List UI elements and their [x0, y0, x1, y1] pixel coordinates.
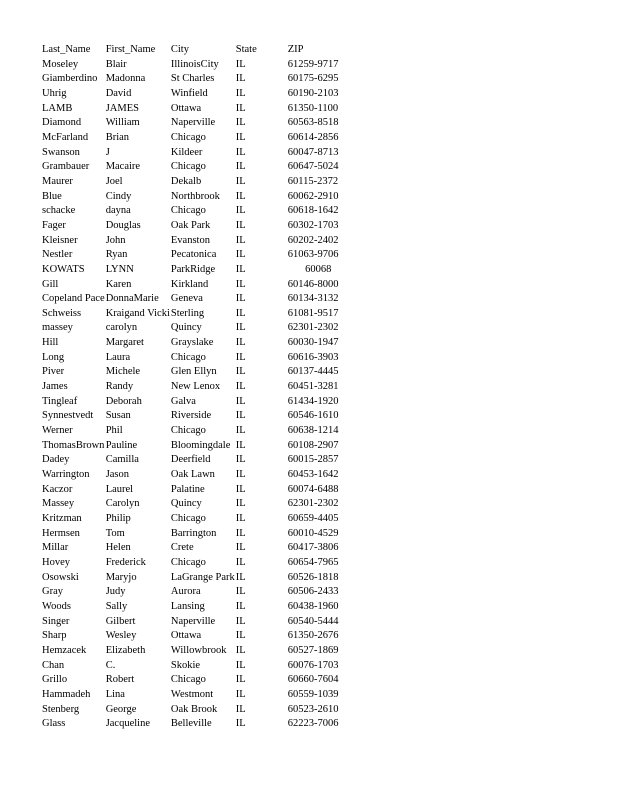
- cell-last-name: Sharp: [42, 630, 67, 642]
- cell-city: Kirkland: [170, 278, 209, 290]
- cell-city: IllinoisCity: [170, 58, 219, 70]
- cell-state: IL: [235, 161, 246, 173]
- header-city: City: [170, 44, 189, 55]
- table-body: [41, 58, 349, 732]
- cell-city: Grayslake: [170, 337, 214, 349]
- cell-last-name: Stenberg: [42, 703, 80, 715]
- cell-city: Chicago: [170, 513, 206, 524]
- cell-city: Winfield: [170, 87, 208, 99]
- cell-zip: 60108-2907: [287, 439, 339, 451]
- cell-state: IL: [235, 600, 246, 612]
- table-row: [41, 571, 349, 586]
- cell-zip: 61350-2676: [287, 630, 339, 642]
- cell-zip: 60527-1869: [287, 644, 339, 656]
- cell-first-name: Carolyn: [105, 498, 140, 510]
- cell-city: Bloomingdale: [170, 439, 231, 451]
- cell-state: IL: [235, 146, 246, 158]
- cell-last-name: Moseley: [42, 58, 79, 70]
- cell-first-name: Jacqueline: [105, 718, 150, 730]
- cell-state: IL: [235, 483, 246, 495]
- table-row: [41, 336, 349, 351]
- cell-last-name: Chan: [42, 659, 65, 671]
- cell-state: IL: [235, 556, 246, 568]
- cell-last-name: ThomasBrown: [42, 439, 105, 451]
- cell-city: Galva: [170, 395, 196, 407]
- cell-last-name: Blue: [42, 190, 62, 202]
- cell-state: IL: [235, 469, 246, 481]
- cell-city: Deerfield: [170, 454, 211, 466]
- table-row: [41, 453, 349, 468]
- cell-city: ParkRidge: [170, 263, 216, 275]
- cell-zip: 60417-3806: [287, 542, 339, 554]
- cell-city: Chicago: [170, 205, 206, 217]
- table-row: [41, 204, 349, 219]
- cell-city: Dekalb: [170, 175, 202, 187]
- cell-last-name: Swanson: [42, 146, 80, 158]
- cell-first-name: David: [105, 87, 132, 99]
- table-row: [41, 190, 349, 205]
- cell-zip: 60654-7965: [287, 556, 339, 568]
- cell-first-name: Randy: [105, 381, 134, 393]
- cell-first-name: Robert: [105, 674, 135, 686]
- address-table: [41, 43, 349, 732]
- cell-zip: 61081-9517: [287, 307, 339, 319]
- cell-zip: 62301-2302: [287, 498, 339, 510]
- cell-state: IL: [235, 703, 246, 715]
- cell-zip: 60146-8000: [287, 278, 339, 290]
- table-row: [41, 131, 349, 146]
- cell-zip: 60076-1703: [287, 659, 339, 671]
- cell-state: IL: [235, 718, 246, 730]
- cell-last-name: Massey: [42, 498, 75, 510]
- cell-first-name: Philip: [105, 513, 131, 524]
- cell-city: Kildeer: [170, 146, 203, 158]
- cell-first-name: Pauline: [105, 439, 138, 451]
- table-row: [41, 234, 349, 249]
- table-row: [41, 644, 349, 659]
- cell-city: Westmont: [170, 688, 214, 700]
- table-row: [41, 263, 349, 278]
- cell-city: Pecatonica: [170, 249, 217, 261]
- header-last-name: Last_Name: [42, 44, 91, 55]
- cell-city: Riverside: [170, 410, 212, 422]
- table-row: [41, 600, 349, 615]
- cell-zip: 60074-6488: [287, 483, 339, 495]
- cell-last-name: Grillo: [42, 674, 68, 686]
- cell-first-name: Lina: [105, 688, 125, 700]
- cell-city: Northbrook: [170, 190, 220, 202]
- cell-zip: 60659-4405: [287, 513, 339, 524]
- cell-city: Glen Ellyn: [170, 366, 217, 378]
- cell-first-name: Judy: [105, 586, 126, 598]
- cell-zip: 60616-3903: [287, 351, 339, 363]
- cell-state: IL: [235, 615, 246, 627]
- table-row: [41, 703, 349, 718]
- cell-first-name: Brian: [105, 131, 130, 143]
- cell-city: Chicago: [170, 161, 206, 173]
- table-row: [41, 615, 349, 630]
- cell-first-name: DonnaMarie: [105, 293, 159, 305]
- cell-city: Quincy: [170, 322, 202, 334]
- cell-zip: 61350-1100: [287, 102, 339, 114]
- cell-city: Aurora: [170, 586, 201, 598]
- cell-zip: 62301-2302: [287, 322, 339, 334]
- cell-zip: 61434-1920: [287, 395, 339, 407]
- table-row: [41, 87, 349, 102]
- cell-zip: 60647-5024: [287, 161, 339, 173]
- cell-state: IL: [235, 337, 246, 349]
- table-row: [41, 292, 349, 307]
- table-row: [41, 483, 349, 498]
- cell-state: IL: [235, 175, 246, 187]
- table-row: [41, 146, 349, 161]
- table-row: [41, 307, 349, 322]
- cell-first-name: Joel: [105, 175, 123, 187]
- cell-first-name: Margaret: [105, 337, 144, 349]
- table-row: [41, 380, 349, 395]
- table-row: [41, 556, 349, 571]
- cell-state: IL: [235, 644, 246, 656]
- cell-city: New Lenox: [170, 381, 221, 393]
- cell-state: IL: [235, 249, 246, 261]
- cell-zip: 60302-1703: [287, 219, 339, 231]
- header-row: [41, 43, 349, 58]
- cell-state: IL: [235, 571, 246, 583]
- cell-last-name: Kaczor: [42, 483, 73, 495]
- table-row: [41, 673, 349, 688]
- cell-zip: 60638-1214: [287, 425, 339, 437]
- cell-last-name: Singer: [42, 615, 70, 627]
- cell-last-name: Kritzman: [42, 513, 82, 524]
- cell-state: IL: [235, 674, 246, 686]
- cell-state: IL: [235, 454, 246, 466]
- cell-zip: 60526-1818: [287, 571, 339, 583]
- cell-zip: 60047-8713: [287, 146, 339, 158]
- header-first-name: First_Name: [105, 44, 156, 55]
- cell-first-name: Tom: [105, 527, 125, 539]
- cell-state: IL: [235, 293, 246, 305]
- cell-state: IL: [235, 586, 246, 598]
- cell-state: IL: [235, 102, 246, 114]
- cell-city: Chicago: [170, 131, 206, 143]
- table-row: [41, 321, 349, 336]
- cell-first-name: Maryjo: [105, 571, 137, 583]
- cell-zip: 60563-8518: [287, 117, 339, 129]
- cell-last-name: Hill: [42, 337, 59, 349]
- cell-city: Naperville: [170, 117, 216, 129]
- cell-last-name: Glass: [42, 718, 66, 730]
- cell-state: IL: [235, 234, 246, 246]
- cell-first-name: Macaire: [105, 161, 141, 173]
- cell-state: IL: [235, 410, 246, 422]
- cell-city: Barrington: [170, 527, 217, 539]
- cell-first-name: Elizabeth: [105, 644, 146, 656]
- cell-last-name: Gill: [42, 278, 59, 290]
- cell-last-name: Millar: [42, 542, 69, 554]
- table-row: [41, 102, 349, 117]
- cell-city: Belleville: [170, 718, 212, 730]
- table-row: [41, 424, 349, 439]
- cell-state: IL: [235, 498, 246, 510]
- cell-first-name: William: [105, 117, 140, 129]
- table-row: [41, 717, 349, 732]
- cell-last-name: Grambauer: [42, 161, 90, 173]
- cell-last-name: Maurer: [42, 175, 73, 187]
- cell-first-name: C.: [105, 659, 116, 671]
- cell-zip: 60438-1960: [287, 600, 339, 612]
- cell-first-name: Madonna: [105, 73, 146, 85]
- cell-city: Oak Lawn: [170, 469, 215, 481]
- cell-first-name: John: [105, 234, 126, 246]
- table-row: [41, 365, 349, 380]
- cell-state: IL: [235, 659, 246, 671]
- cell-last-name: James: [42, 381, 68, 393]
- cell-zip: 60030-1947: [287, 337, 339, 349]
- table-row: [41, 527, 349, 542]
- cell-state: IL: [235, 395, 246, 407]
- cell-zip: 60190-2103: [287, 87, 339, 99]
- table-row: [41, 160, 349, 175]
- cell-state: IL: [235, 322, 246, 334]
- cell-city: Sterling: [170, 307, 205, 319]
- cell-zip: 60115-2372: [287, 175, 339, 187]
- cell-first-name: Jason: [105, 469, 130, 481]
- table-row: [41, 409, 349, 424]
- table-row: [41, 58, 349, 73]
- cell-state: IL: [235, 366, 246, 378]
- table-row: [41, 175, 349, 190]
- cell-city: Chicago: [170, 351, 206, 363]
- table-row: [41, 497, 349, 512]
- cell-city: Ottawa: [170, 630, 202, 642]
- cell-state: IL: [235, 527, 246, 539]
- cell-first-name: Karen: [105, 278, 132, 290]
- cell-zip: 60614-2856: [287, 131, 339, 143]
- table-row: [41, 688, 349, 703]
- table-row: [41, 72, 349, 87]
- cell-first-name: J: [105, 146, 110, 158]
- cell-state: IL: [235, 131, 246, 143]
- cell-zip: 60068: [305, 263, 332, 275]
- cell-zip: 60010-4529: [287, 527, 339, 539]
- cell-zip: 60453-1642: [287, 469, 339, 481]
- cell-state: IL: [235, 351, 246, 363]
- cell-zip: 60618-1642: [287, 205, 339, 217]
- cell-state: IL: [235, 278, 246, 290]
- cell-state: IL: [235, 205, 246, 217]
- cell-state: IL: [235, 58, 246, 70]
- cell-first-name: Kraigand Vicki: [105, 307, 170, 319]
- cell-last-name: LAMB: [42, 102, 73, 114]
- cell-last-name: Gray: [42, 586, 63, 598]
- cell-last-name: schacke: [42, 205, 76, 217]
- cell-first-name: Michele: [105, 366, 141, 378]
- cell-first-name: Camilla: [105, 454, 139, 466]
- cell-zip: 60134-3132: [287, 293, 339, 305]
- cell-first-name: Blair: [105, 58, 127, 70]
- table-row: [41, 541, 349, 556]
- cell-zip: 61063-9706: [287, 249, 339, 261]
- cell-last-name: Werner: [42, 425, 73, 437]
- cell-city: Oak Brook: [170, 703, 218, 715]
- cell-first-name: dayna: [105, 205, 131, 217]
- cell-zip: 60660-7604: [287, 674, 339, 686]
- cell-last-name: Dadey: [42, 454, 70, 466]
- table-row: [41, 585, 349, 600]
- table-row: [41, 468, 349, 483]
- cell-last-name: Warrington: [42, 469, 90, 481]
- cell-city: Chicago: [170, 674, 206, 686]
- cell-first-name: Sally: [105, 600, 128, 612]
- cell-zip: 60546-1610: [287, 410, 339, 422]
- cell-state: IL: [235, 542, 246, 554]
- cell-zip: 60175-6295: [287, 73, 339, 85]
- cell-zip: 60202-2402: [287, 234, 339, 246]
- cell-zip: 60506-2433: [287, 586, 339, 598]
- cell-city: Quincy: [170, 498, 202, 510]
- cell-zip: 60137-4445: [287, 366, 339, 378]
- cell-last-name: Synnestvedt: [42, 410, 94, 422]
- cell-city: LaGrange Park: [170, 571, 235, 583]
- cell-first-name: JAMES: [105, 102, 139, 114]
- cell-last-name: massey: [42, 322, 73, 334]
- cell-first-name: Deborah: [105, 395, 142, 407]
- cell-first-name: carolyn: [105, 322, 138, 334]
- table-row: [41, 116, 349, 131]
- cell-last-name: Nestler: [42, 249, 73, 261]
- table-row: [41, 248, 349, 263]
- cell-first-name: Frederick: [105, 556, 146, 568]
- cell-first-name: Laura: [105, 351, 131, 363]
- cell-first-name: LYNN: [105, 263, 134, 275]
- cell-state: IL: [235, 190, 246, 202]
- cell-last-name: Schweiss: [42, 307, 82, 319]
- cell-city: Oak Park: [170, 219, 211, 231]
- cell-first-name: Helen: [105, 542, 131, 554]
- cell-last-name: Giamberdino: [42, 73, 98, 85]
- cell-zip: 60062-2910: [287, 190, 339, 202]
- table-row: [41, 395, 349, 410]
- cell-zip: 60559-1039: [287, 688, 339, 700]
- table-row: [41, 439, 349, 454]
- cell-last-name: Tingleaf: [42, 395, 78, 407]
- cell-city: St Charles: [170, 73, 215, 85]
- cell-city: Geneva: [170, 293, 203, 305]
- cell-last-name: Long: [42, 351, 65, 363]
- cell-city: Ottawa: [170, 102, 202, 114]
- cell-last-name: Hovey: [42, 556, 70, 568]
- cell-city: Evanston: [170, 234, 210, 246]
- table-row: [41, 512, 349, 527]
- cell-first-name: Gilbert: [105, 615, 136, 627]
- table-row: [41, 219, 349, 234]
- cell-last-name: Hammadeh: [42, 688, 91, 700]
- cell-city: Willowbrook: [170, 644, 227, 656]
- cell-zip: 60523-2610: [287, 703, 339, 715]
- cell-state: IL: [235, 688, 246, 700]
- cell-last-name: Diamond: [42, 117, 82, 129]
- cell-state: IL: [235, 117, 246, 129]
- cell-last-name: KOWATS: [42, 263, 85, 275]
- cell-zip: 60540-5444: [287, 615, 339, 627]
- cell-first-name: Phil: [105, 425, 123, 437]
- table-row: [41, 278, 349, 293]
- cell-state: IL: [235, 425, 246, 437]
- cell-state: IL: [235, 307, 246, 319]
- cell-city: Lansing: [170, 600, 205, 612]
- cell-first-name: Wesley: [105, 630, 137, 642]
- cell-city: Chicago: [170, 425, 206, 437]
- table-row: [41, 659, 349, 674]
- cell-state: IL: [235, 439, 246, 451]
- cell-state: IL: [235, 87, 246, 99]
- cell-city: Crete: [170, 542, 194, 554]
- cell-last-name: Osowski: [42, 571, 79, 583]
- header-state: State: [235, 44, 257, 55]
- cell-first-name: George: [105, 703, 137, 715]
- cell-state: IL: [235, 73, 246, 85]
- cell-last-name: Piver: [42, 366, 65, 378]
- cell-last-name: Fager: [42, 219, 66, 231]
- cell-state: IL: [235, 381, 246, 393]
- cell-zip: 62223-7006: [287, 718, 339, 730]
- cell-last-name: Copeland Pace: [42, 293, 105, 305]
- table-row: [41, 629, 349, 644]
- cell-last-name: Hemzacek: [42, 644, 87, 656]
- cell-city: Naperville: [170, 615, 216, 627]
- cell-city: Chicago: [170, 556, 206, 568]
- cell-last-name: McFarland: [42, 131, 89, 143]
- cell-zip: 61259-9717: [287, 58, 339, 70]
- cell-first-name: Susan: [105, 410, 131, 422]
- cell-state: IL: [235, 630, 246, 642]
- cell-zip: 60451-3281: [287, 381, 339, 393]
- cell-first-name: Ryan: [105, 249, 128, 261]
- cell-city: Palatine: [170, 483, 205, 495]
- cell-city: Skokie: [170, 659, 201, 671]
- cell-state: IL: [235, 513, 246, 524]
- cell-zip: 60015-2857: [287, 454, 339, 466]
- table-row: [41, 351, 349, 366]
- cell-last-name: Kleisner: [42, 234, 78, 246]
- cell-first-name: Cindy: [105, 190, 132, 202]
- cell-first-name: Douglas: [105, 219, 141, 231]
- cell-last-name: Uhrig: [42, 87, 67, 99]
- header-zip: ZIP: [287, 44, 304, 55]
- cell-last-name: Hermsen: [42, 527, 80, 539]
- cell-last-name: Woods: [42, 600, 71, 612]
- cell-state: IL: [235, 263, 246, 275]
- cell-first-name: Laurel: [105, 483, 134, 495]
- cell-state: IL: [235, 219, 246, 231]
